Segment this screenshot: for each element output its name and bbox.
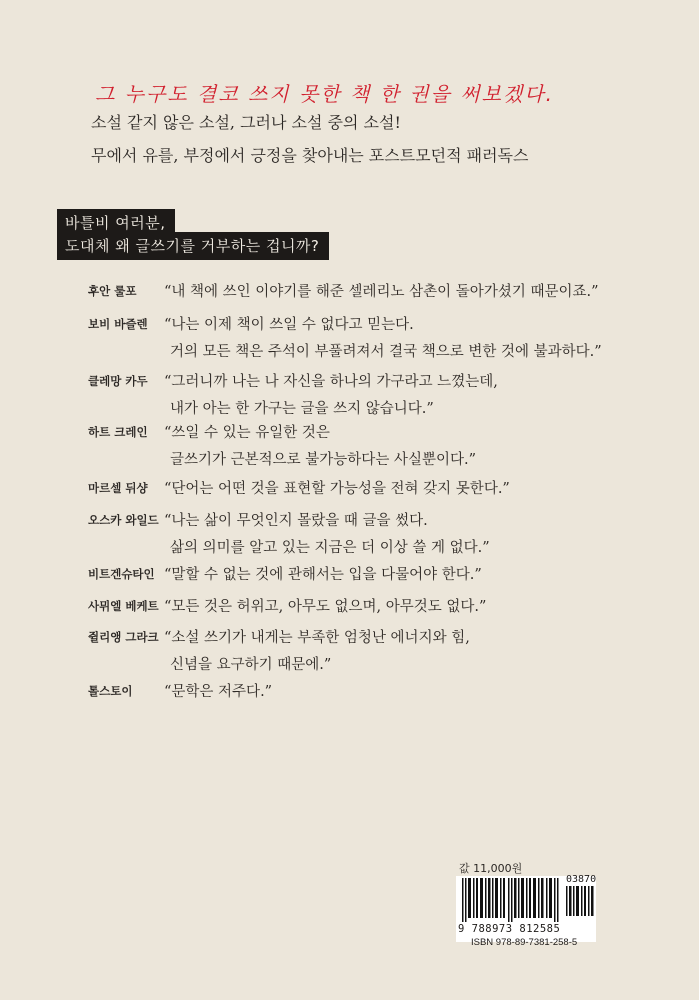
quote-author: 사뮈엘 베케트 <box>88 599 159 613</box>
quote-line: “말할 수 없는 것에 관해서는 입을 다물어야 한다.” <box>164 567 482 583</box>
quote-line: “소설 쓰기가 내게는 부족한 엄청난 에너지와 힘, <box>164 630 470 646</box>
quote-line: 글쓰기가 근본적으로 불가능하다는 사실뿐이다.” <box>170 452 476 468</box>
banner-line-1: 바틀비 여러분, <box>57 209 175 237</box>
handwritten-headline: 그 누구도 결코 쓰지 못한 책 한 권을 써보겠다. <box>95 82 554 106</box>
quote-author: 보비 바즐렌 <box>88 317 148 331</box>
quote-line: “내 책에 쓰인 이야기를 해준 셀레리노 삼촌이 돌아가셨기 때문이죠.” <box>164 284 599 300</box>
quote-line: 내가 아는 한 가구는 글을 쓰지 않습니다.” <box>170 401 434 417</box>
price-label: 값 11,000원 <box>459 862 523 875</box>
quote-author: 톨스토이 <box>88 684 133 698</box>
quote-line: “그러니까 나는 나 자신을 하나의 가구라고 느꼈는데, <box>164 374 498 390</box>
quote-author: 비트겐슈타인 <box>88 567 155 581</box>
quote-author: 하트 크레인 <box>88 425 148 439</box>
barcode-addon-number: 03870 <box>566 874 597 885</box>
quote-line: “나는 이제 책이 쓰일 수 없다고 믿는다. <box>164 317 414 333</box>
quote-author: 오스카 와일드 <box>88 513 159 527</box>
banner-line-2: 도대체 왜 글쓰기를 거부하는 겁니까? <box>57 232 329 260</box>
quote-line: “문학은 저주다.” <box>164 684 273 700</box>
quote-line: 삶의 의미를 알고 있는 지금은 더 이상 쓸 게 없다.” <box>170 540 490 556</box>
subtitle-line-1: 소설 같지 않은 소설, 그러나 소설 중의 소설! <box>91 113 401 132</box>
quote-author: 마르셀 뒤샹 <box>88 481 148 495</box>
isbn-label: ISBN 978-89-7381-258-5 <box>471 937 578 948</box>
barcode-number: 9 788973 812585 <box>458 923 561 935</box>
quote-author: 클레망 카두 <box>88 374 148 388</box>
quote-line: “쓰일 수 있는 유일한 것은 <box>164 425 330 441</box>
quote-line: 거의 모든 책은 주석이 부풀려져서 결국 책으로 변한 것에 불과하다.” <box>170 344 602 360</box>
quote-line: “모든 것은 허위고, 아무도 없으며, 아무것도 없다.” <box>164 599 487 615</box>
quote-line: “나는 삶이 무엇인지 몰랐을 때 글을 썼다. <box>164 513 428 529</box>
quote-line: 신념을 요구하기 때문에.” <box>170 657 332 673</box>
addon-bars-icon <box>566 886 594 916</box>
quote-author: 후안 룰포 <box>88 284 137 298</box>
quote-author: 쥘리앵 그라크 <box>88 630 159 644</box>
quote-line: “단어는 어떤 것을 표현할 가능성을 전혀 갖지 못한다.” <box>164 481 510 497</box>
barcode-bars-icon <box>462 878 562 922</box>
subtitle-line-2: 무에서 유를, 부정에서 긍정을 찾아내는 포스트모던적 패러독스 <box>91 146 529 165</box>
